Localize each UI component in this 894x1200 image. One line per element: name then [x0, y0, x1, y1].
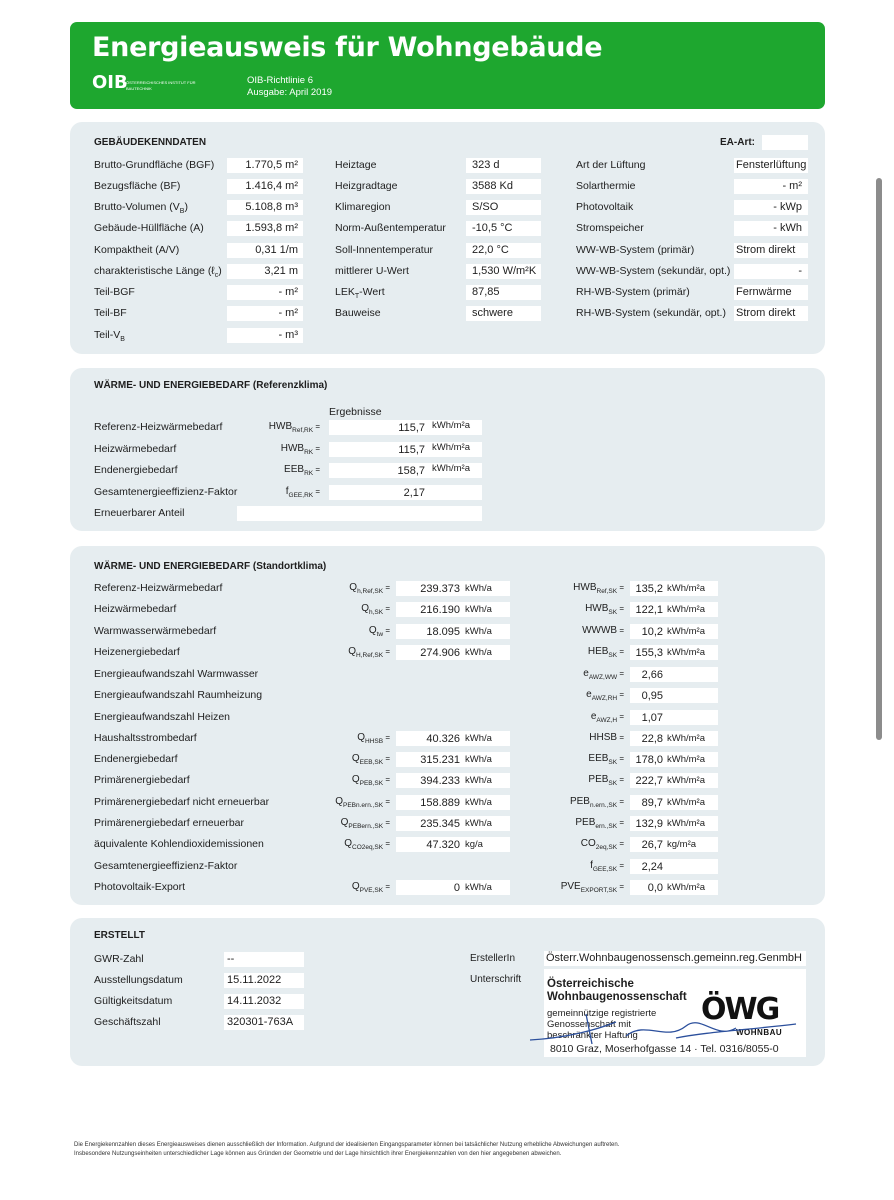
symbol-sub: h,Ref,SK	[357, 588, 384, 595]
building-param-value: 3,21 m	[227, 264, 303, 279]
building-param-label	[94, 286, 135, 300]
building-param-label-sub: B	[179, 208, 185, 216]
site-row-q-symbol: $Q_{PEB,SK}$ =	[351, 774, 390, 787]
site-row-q-value: 0	[453, 882, 460, 894]
building-param-value: 1.593,8 m²	[227, 221, 303, 236]
header-banner	[70, 22, 825, 109]
reference-row-value: 158,7	[397, 465, 425, 477]
reference-row-unit: kWh/m²a	[432, 442, 470, 453]
site-row-s-value: 1,07	[641, 712, 663, 724]
climate-param-label-text: Bauweise	[335, 307, 381, 319]
site-row-s-symbol: $HEB_{SK}$ =	[587, 646, 624, 659]
building-param-label	[94, 244, 179, 258]
author-label: ErstellerIn	[470, 953, 516, 964]
site-row-label: Endenergiebedarf	[94, 753, 178, 765]
climate-param-label-text: Norm-Außentemperatur	[335, 222, 446, 234]
symbol-sub: AWZ,RH	[591, 695, 618, 702]
site-row-label: Primärenergiebedarf	[94, 774, 190, 786]
building-param-label-tail: )	[218, 265, 222, 277]
climate-param-label	[335, 265, 409, 279]
reference-row-label: Gesamtenergieeffizienz-Faktor	[94, 486, 238, 498]
site-row-q-unit: kWh/a	[465, 754, 492, 765]
site-row-s-value: 0,0	[647, 882, 663, 894]
symbol-text: Q	[344, 838, 353, 849]
renewable-share-box	[237, 506, 482, 521]
reference-row-symbol: $HWB_{RK}$ =	[280, 443, 320, 456]
site-row-q-unit: kWh/a	[465, 882, 492, 893]
symbol-sub: h,SK	[369, 609, 384, 616]
system-param-value: Fernwärme	[734, 285, 808, 300]
building-param-label-text: Teil-BGF	[94, 286, 135, 298]
symbol-sub: ern.,SK	[595, 823, 618, 830]
climate-param-label-text: Soll-Innentemperatur	[335, 244, 434, 256]
symbol-text: EEB	[588, 753, 609, 764]
climate-param-label-text: LEK	[335, 286, 355, 298]
building-param-label	[94, 329, 125, 343]
building-param-label	[94, 307, 127, 321]
site-row-q-unit: kWh/a	[465, 583, 492, 594]
building-param-label	[94, 159, 214, 173]
symbol-sub: EXPORT,SK	[580, 887, 618, 894]
site-row-s-symbol: $CO_{2eq,SK}$ =	[580, 838, 624, 851]
reference-row-value: 2,17	[403, 487, 425, 499]
site-row-s-unit: kWh/m²a	[667, 775, 705, 786]
site-row-s-value: 135,2	[635, 583, 663, 595]
reference-row-symbol: $HWB_{Ref,RK}$ =	[268, 421, 320, 434]
issued-heading: ERSTELLT	[94, 930, 145, 941]
symbol-sub: SK	[608, 780, 618, 787]
building-data-heading: GEBÄUDEKENNDATEN	[94, 137, 207, 148]
reference-row-unit: kWh/m²a	[432, 420, 470, 431]
site-row-q-value: 40.326	[426, 733, 460, 745]
building-param-label-text: Gebäude-Hüllfläche (A)	[94, 222, 204, 234]
site-row-s-value: 10,2	[641, 626, 663, 638]
site-row-q-unit: kWh/a	[465, 626, 492, 637]
site-row-s-value: 0,95	[641, 690, 663, 702]
site-row-q-value: 239.373	[420, 583, 460, 595]
climate-param-value: 22,0 °C	[466, 243, 541, 258]
building-param-value: - m²	[227, 285, 303, 300]
building-param-label-text: Brutto-Volumen (V	[94, 201, 180, 213]
site-row-q-value: 315.231	[420, 754, 460, 766]
symbol-sub: RK	[304, 449, 314, 456]
site-row-s-symbol: $e_{AWZ,H}$ =	[590, 711, 624, 724]
building-param-value: 1.770,5 m²	[227, 158, 303, 173]
symbol-text: HEB	[587, 646, 609, 657]
site-climate-heading: WÄRME- UND ENERGIEBEDARF (Standortklima)	[94, 561, 327, 572]
reference-row-label: Heizwärmebedarf	[94, 443, 177, 455]
building-param-label-text: Bezugsfläche (BF)	[94, 180, 181, 192]
symbol-text: Q	[348, 646, 356, 657]
system-param-value: -	[734, 264, 808, 279]
system-param-value: - m²	[734, 179, 808, 194]
site-row-s-unit: kg/m²a	[667, 839, 697, 850]
system-param-value: - kWp	[734, 200, 808, 215]
site-row-q-unit: kWh/a	[465, 647, 492, 658]
site-row-q-symbol: $Q_{h,Ref,SK}$ =	[349, 582, 390, 595]
symbol-sub: PVE,SK	[359, 887, 384, 894]
climate-param-value: 323 d	[466, 158, 541, 173]
symbol-sub: SK	[608, 609, 618, 616]
system-param-value: Strom direkt	[734, 243, 808, 258]
system-param-label: WW-WB-System (sekundär, opt.)	[576, 265, 731, 277]
symbol-text: PVE	[560, 881, 581, 892]
site-row-s-symbol: $EEB_{SK}$ =	[588, 753, 624, 766]
symbol-sub: CO2eq,SK	[352, 844, 384, 851]
site-row-q-symbol: $Q_{EEB,SK}$ =	[351, 753, 390, 766]
symbol-text: PEB	[569, 796, 590, 807]
issued-row-value: 15.11.2022	[224, 973, 304, 988]
symbol-sub: AWZ,H	[596, 717, 618, 724]
climate-param-label	[335, 180, 397, 194]
site-row-s-symbol: $PEB_{SK}$ =	[588, 774, 624, 787]
symbol-text: Q	[357, 732, 366, 743]
site-row-s-unit: kWh/m²a	[667, 882, 705, 893]
vertical-scrollbar[interactable]	[876, 178, 882, 740]
site-row-s-unit: kWh/m²a	[667, 626, 705, 637]
site-row-label: äquivalente Kohlendioxidemissionen	[94, 838, 264, 850]
symbol-text: f	[285, 486, 289, 497]
symbol-text: PEB	[575, 817, 596, 828]
climate-param-value: -10,5 °C	[466, 221, 541, 236]
building-param-label	[94, 222, 204, 236]
site-row-s-value: 22,8	[641, 733, 663, 745]
site-row-s-symbol: $PEB_{n.ern.,SK}$ =	[569, 796, 624, 809]
issued-row-label: GWR-Zahl	[94, 953, 144, 965]
site-row-s-value: 132,9	[635, 818, 663, 830]
building-param-label-text: charakteristische Länge (ℓ	[94, 265, 215, 277]
site-row-s-unit: kWh/m²a	[667, 797, 705, 808]
climate-param-label	[335, 159, 376, 173]
symbol-text: PEB	[588, 774, 609, 785]
symbol-sub: 2eq,SK	[595, 844, 618, 851]
site-row-s-value: 89,7	[641, 797, 663, 809]
symbol-text: HHSB	[589, 732, 618, 743]
site-row-label: Heizwärmebedarf	[94, 603, 177, 615]
owg-logo: ÖWG	[701, 992, 779, 1027]
symbol-sub: GEE,RK	[288, 492, 314, 499]
symbol-sub: n.ern.,SK	[589, 802, 618, 809]
issued-row-label: Ausstellungsdatum	[94, 974, 183, 986]
site-row-s-unit: kWh/m²a	[667, 604, 705, 615]
document-title: Energieausweis für Wohngebäude	[92, 32, 603, 63]
symbol-text: f	[590, 860, 593, 871]
site-row-q-value: 274.906	[420, 647, 460, 659]
site-row-q-symbol: $Q_{h,SK}$ =	[361, 603, 390, 616]
symbol-sub: tw	[376, 631, 384, 638]
site-row-label: Primärenergiebedarf erneuerbar	[94, 817, 244, 829]
issued-row-label: Geschäftszahl	[94, 1016, 161, 1028]
signature-label: Unterschrift	[470, 974, 522, 985]
site-row-label: Referenz-Heizwärmebedarf	[94, 582, 223, 594]
symbol-text: Q	[361, 603, 369, 614]
system-param-label: Art der Lüftung	[576, 159, 646, 171]
site-row-label: Photovoltaik-Export	[94, 881, 186, 893]
site-row-s-symbol: $e_{AWZ,RH}$ =	[586, 689, 624, 702]
stamp-line5: beschränkter Haftung	[547, 1030, 638, 1041]
building-param-label-text: Kompaktheit (A/V)	[94, 244, 180, 256]
site-row-q-value: 394.233	[420, 775, 460, 787]
symbol-text: WWWB	[582, 625, 618, 636]
site-row-s-value: 222,7	[635, 775, 663, 787]
site-row-s-symbol: $HWB_{SK}$ =	[585, 603, 624, 616]
site-row-q-symbol: $Q_{HHSB}$ =	[357, 732, 390, 745]
site-row-q-symbol: $Q_{PVE,SK}$ =	[351, 881, 390, 894]
site-row-s-unit: kWh/m²a	[667, 583, 705, 594]
climate-param-label-sub: T	[354, 293, 360, 301]
symbol-sub: Ref,SK	[596, 588, 618, 595]
site-row-label: Heizenergiebedarf	[94, 646, 180, 658]
disclaimer-line1: Die Energiekennzahlen dieses Energieausweises dienen ausschließlich der Information. Aufgrund der idealisierten Eingangsparameter können bei tatsächlicher Nutzung erhebliche Abweichungen auftreten.	[74, 1142, 620, 1148]
site-row-q-value: 216.190	[420, 604, 460, 616]
site-row-s-symbol: $e_{AWZ,WW}$ =	[583, 668, 624, 681]
system-param-label: Stromspeicher	[576, 222, 644, 234]
oib-logo-subtitle: ÖSTERREICHISCHES INSTITUT FÜR BAUTECHNIK	[126, 80, 196, 91]
system-param-value: - kWh	[734, 221, 808, 236]
site-row-q-symbol: $Q_{tw}$ =	[368, 625, 390, 638]
building-param-label-text: Teil-V	[94, 329, 121, 341]
author-value: Österr.Wohnbaugenossensch.gemeinn.reg.GenmbH	[544, 951, 806, 966]
building-param-value: - m²	[227, 306, 303, 321]
site-row-s-symbol: $PEB_{ern.,SK}$ =	[575, 817, 624, 830]
climate-param-value: 87,85	[466, 285, 541, 300]
stamp-address: 8010 Graz, Moserhofgasse 14 · Tel. 0316/8055-0	[550, 1043, 779, 1055]
reference-row-label: Erneuerbarer Anteil	[94, 507, 185, 519]
reference-climate-heading: WÄRME- UND ENERGIEBEDARF (Referenzklima)	[94, 380, 328, 391]
symbol-text: Q	[335, 796, 343, 807]
site-row-q-symbol: $Q_{H,Ref,SK}$ =	[348, 646, 390, 659]
site-row-s-symbol: HHSB =	[589, 732, 624, 743]
system-param-label: Solarthermie	[576, 180, 636, 192]
reference-row-value: 115,7	[398, 422, 425, 434]
system-param-label: WW-WB-System (primär)	[576, 244, 695, 256]
building-param-label	[94, 265, 222, 279]
building-param-label-text: Teil-BF	[94, 307, 127, 319]
climate-param-label-text: mittlerer U-Wert	[335, 265, 409, 277]
climate-param-label	[335, 307, 381, 321]
climate-param-value: 1,530 W/m²K	[466, 264, 541, 279]
site-row-s-value: 2,24	[641, 861, 663, 873]
building-param-value: 0,31 1/m	[227, 243, 303, 258]
site-row-s-unit: kWh/m²a	[667, 733, 705, 744]
building-param-value: 1.416,4 m²	[227, 179, 303, 194]
symbol-text: Q	[349, 582, 358, 593]
reference-row-value: 115,7	[398, 444, 425, 456]
building-param-label-text: Brutto-Grundfläche (BGF)	[94, 159, 215, 171]
site-row-q-value: 18.095	[426, 626, 460, 638]
site-row-s-value: 122,1	[635, 604, 663, 616]
site-row-label: Haushaltsstrombedarf	[94, 732, 197, 744]
symbol-text: e	[583, 668, 589, 679]
system-param-value: Fensterlüftung	[736, 159, 807, 171]
site-row-s-value: 2,66	[641, 669, 663, 681]
reference-row-symbol: $f_{GEE,RK}$ =	[285, 486, 320, 499]
stamp-line2: Wohnbaugenossenschaft	[547, 991, 687, 1003]
oib-logo: OIB	[92, 72, 128, 93]
site-row-s-unit: kWh/m²a	[667, 647, 705, 658]
site-row-s-value: 155,3	[635, 647, 663, 659]
symbol-text: Q	[351, 881, 360, 892]
site-row-s-symbol: WWWB =	[582, 625, 624, 636]
building-param-label-tail: )	[184, 201, 188, 213]
symbol-text: Q	[351, 753, 360, 764]
reference-row-symbol: $EEB_{RK}$ =	[284, 464, 320, 477]
symbol-sub: HHSB	[365, 738, 384, 745]
site-row-s-unit: kWh/m²a	[667, 818, 705, 829]
building-param-value: 5.108,8 m³	[227, 200, 303, 215]
results-label: Ergebnisse	[329, 406, 382, 418]
symbol-sub: Ref,RK	[292, 427, 314, 434]
climate-param-label-text: Heizgradtage	[335, 180, 398, 192]
site-row-label: Gesamtenergieeffizienz-Faktor	[94, 860, 238, 872]
site-row-label: Energieaufwandszahl Warmwasser	[94, 668, 259, 680]
symbol-text: HWB	[573, 582, 597, 593]
site-row-q-unit: kWh/a	[465, 733, 492, 744]
site-row-q-symbol: $Q_{CO2eq,SK}$ =	[344, 838, 390, 851]
ea-art-field	[762, 135, 808, 150]
site-row-s-unit: kWh/m²a	[667, 754, 705, 765]
site-row-q-unit: kg/a	[465, 839, 483, 850]
climate-param-label-text: Klimaregion	[335, 201, 391, 213]
symbol-sub: RK	[304, 470, 314, 477]
site-row-q-unit: kWh/a	[465, 604, 492, 615]
symbol-text: e	[590, 711, 597, 722]
owg-logo-sub: WOHNBAU	[736, 1028, 783, 1037]
symbol-sub: SK	[608, 759, 618, 766]
reference-row-unit: kWh/m²a	[432, 463, 470, 474]
site-row-q-unit: kWh/a	[465, 818, 492, 829]
reference-row-label: Referenz-Heizwärmebedarf	[94, 421, 223, 433]
ea-art-label: EA-Art:	[720, 137, 755, 148]
climate-param-label-tail: -Wert	[359, 286, 385, 298]
symbol-text: HWB	[268, 421, 293, 432]
site-row-label: Warmwasserwärmebedarf	[94, 625, 217, 637]
stamp-line4: Genossenschaft mit	[547, 1019, 631, 1030]
symbol-sub: H,Ref,SK	[356, 652, 384, 659]
symbol-text: Q	[368, 625, 377, 636]
stamp-line1: Österreichische	[547, 978, 634, 990]
climate-param-label	[335, 286, 385, 300]
climate-param-value: 3588 Kd	[466, 179, 541, 194]
site-row-s-symbol: $f_{GEE,SK}$ =	[590, 860, 624, 873]
system-param-label: Photovoltaik	[576, 201, 634, 213]
issued-row-value: 320301-763A	[224, 1015, 304, 1030]
building-data-panel	[70, 122, 825, 354]
symbol-text: Q	[351, 774, 360, 785]
symbol-sub: AWZ,WW	[588, 674, 618, 681]
symbol-sub: PEBern.,SK	[348, 823, 384, 830]
symbol-text: HWB	[585, 603, 609, 614]
site-row-q-symbol: $Q_{PEBern.,SK}$ =	[340, 817, 390, 830]
building-param-label-sub: B	[120, 336, 125, 344]
climate-param-label	[335, 244, 433, 258]
issued-row-value: --	[224, 952, 304, 967]
issued-row-label: Gültigkeitsdatum	[94, 995, 173, 1007]
disclaimer-line2: Insbesondere Nutzungseinheiten unterschiedlicher Lage können aus Gründen der Geometrie und der Lage hinsichtlich ihrer Energiekennzahlen von den hier angegebenen abweichen.	[74, 1151, 562, 1157]
issued-row-value: 14.11.2032	[224, 994, 304, 1009]
building-param-label	[94, 180, 180, 194]
building-param-label-sub: c	[214, 272, 219, 280]
site-row-q-value: 235.345	[420, 818, 460, 830]
site-row-label: Primärenergiebedarf nicht erneuerbar	[94, 796, 270, 808]
site-row-s-value: 178,0	[635, 754, 663, 766]
site-row-q-value: 158.889	[420, 797, 460, 809]
symbol-sub: GEE,SK	[592, 866, 618, 873]
building-param-value: - m³	[227, 328, 303, 343]
site-row-s-symbol: $PVE_{EXPORT,SK}$ =	[560, 881, 624, 894]
symbol-text: EEB	[284, 464, 305, 475]
stamp-line3: gemeinnützige registrierte	[547, 1008, 657, 1019]
symbol-text: CO	[580, 838, 596, 849]
site-row-s-value: 26,7	[641, 839, 663, 851]
symbol-text: e	[586, 689, 592, 700]
symbol-text: HWB	[280, 443, 305, 454]
site-row-q-value: 47.320	[426, 839, 460, 851]
system-param-label: RH-WB-System (primär)	[576, 286, 690, 298]
site-row-label: Energieaufwandszahl Heizen	[94, 711, 231, 723]
system-param-value: Strom direkt	[734, 306, 808, 321]
climate-param-label	[335, 222, 446, 236]
climate-param-value: S/SO	[466, 200, 541, 215]
reference-row-label: Endenergiebedarf	[94, 464, 178, 476]
symbol-sub: SK	[608, 652, 618, 659]
climate-param-value: schwere	[466, 306, 541, 321]
symbol-sub: PEB,SK	[359, 780, 384, 787]
system-param-label: RH-WB-System (sekundär, opt.)	[576, 307, 726, 319]
site-row-s-symbol: $HWB_{Ref,SK}$ =	[573, 582, 624, 595]
guideline-label: OIB-Richtlinie 6	[247, 75, 313, 86]
climate-param-label-text: Heiztage	[335, 159, 377, 171]
symbol-sub: PEBn.ern.,SK	[342, 802, 384, 809]
site-row-q-unit: kWh/a	[465, 775, 492, 786]
site-row-label: Energieaufwandszahl Raumheizung	[94, 689, 263, 701]
site-row-q-symbol: $Q_{PEBn.ern.,SK}$ =	[335, 796, 390, 809]
building-param-label	[94, 201, 188, 215]
climate-param-label	[335, 201, 390, 215]
symbol-text: Q	[340, 817, 349, 828]
site-row-q-unit: kWh/a	[465, 797, 492, 808]
edition-label: Ausgabe: April 2019	[247, 87, 333, 98]
symbol-sub: EEB,SK	[359, 759, 384, 766]
